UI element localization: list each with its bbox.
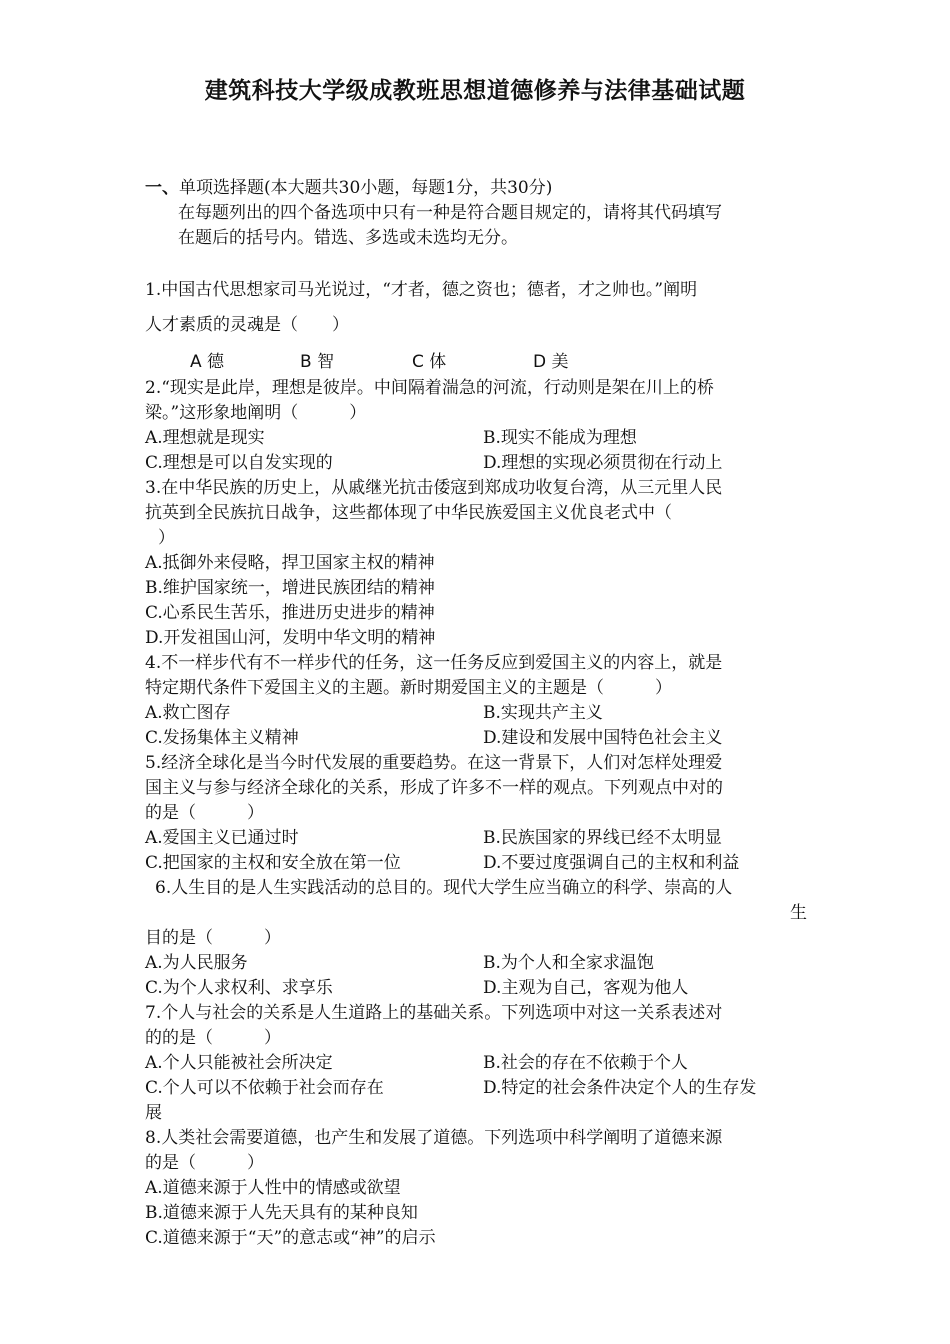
q3-option-b: B.维护国家统一，增进民族团结的精神 — [145, 578, 435, 598]
q1-stem-line1: 1.中国古代思想家司马光说过，“才者，德之资也；德者，才之帅也。”阐明 — [145, 280, 698, 300]
q3-stem-line3: ） — [158, 528, 175, 548]
q6-stem-line1-wrap: 生 — [790, 903, 807, 923]
q6-stem-line1: 6.人生目的是人生实践活动的总目的。现代大学生应当确立的科学、崇高的人 — [155, 878, 733, 898]
q6-option-c: C.为个人求权利、求享乐 — [145, 978, 333, 998]
q5-option-b: B.民族国家的界线已经不太明显 — [483, 828, 722, 848]
q8-option-b: B.道德来源于人先天具有的某种良知 — [145, 1203, 418, 1223]
q3-option-c: C.心系民生苦乐，推进历史进步的精神 — [145, 603, 435, 623]
q6-option-d: D.主观为自己，客观为他人 — [483, 978, 689, 998]
q6-stem-line2: 目的是（ ） — [145, 928, 281, 948]
q2-option-d: D.理想的实现必须贯彻在行动上 — [483, 453, 723, 473]
q5-option-d: D.不要过度强调自己的主权和利益 — [483, 853, 740, 873]
q2-stem-line1: 2.“现实是此岸，理想是彼岸。中间隔着湍急的河流，行动则是架在川上的桥 — [145, 378, 714, 398]
q2-option-b: B.现实不能成为理想 — [483, 428, 637, 448]
q7-option-d-wrap: 展 — [145, 1103, 162, 1123]
q7-option-a: A.个人只能被社会所决定 — [145, 1053, 333, 1073]
q5-option-a: A.爱国主义已通过时 — [145, 828, 299, 848]
q2-stem-line2: 梁。”这形象地阐明（ ） — [145, 403, 367, 423]
q1-option-c: C 体 — [412, 352, 447, 372]
q3-option-d: D.开发祖国山河，发明中华文明的精神 — [145, 628, 436, 648]
q5-stem-line2: 国主义与参与经济全球化的关系，形成了许多不一样的观点。下列观点中对的 — [145, 778, 723, 798]
q3-stem-line1: 3.在中华民族的历史上，从戚继光抗击倭寇到郑成功收复台湾，从三元里人民 — [145, 478, 723, 498]
exam-title: 建筑科技大学级成教班思想道德修养与法律基础试题 — [204, 78, 746, 104]
q7-option-b: B.社会的存在不依赖于个人 — [483, 1053, 688, 1073]
q4-stem-line1: 4.不一样步代有不一样步代的任务，这一任务反应到爱国主义的内容上，就是 — [145, 653, 723, 673]
q3-option-a: A.抵御外来侵略，捍卫国家主权的精神 — [145, 553, 435, 573]
q2-option-a: A.理想就是现实 — [145, 428, 265, 448]
q4-stem-line2: 特定期代条件下爱国主义的主题。新时期爱国主义的主题是（ ） — [145, 678, 672, 698]
section-heading — [145, 176, 805, 201]
q8-stem-line1: 8.人类社会需要道德，也产生和发展了道德。下列选项中科学阐明了道德来源 — [145, 1128, 723, 1148]
q8-option-a: A.道德来源于人性中的情感或欲望 — [145, 1178, 401, 1198]
q8-option-c: C.道德来源于“天”的意志或“神”的启示 — [145, 1228, 436, 1248]
section-heading-text: 单项选择题(本大题共30小题，每题1分，共30分) — [179, 178, 553, 198]
q1-option-a: A 德 — [190, 352, 225, 372]
q3-stem-line2: 抗英到全民族抗日战争，这些都体现了中华民族爱国主义优良老式中（ — [145, 503, 672, 523]
q4-option-d: D.建设和发展中国特色社会主义 — [483, 728, 723, 748]
q2-option-c: C.理想是可以自发实现的 — [145, 453, 333, 473]
q4-option-c: C.发扬集体主义精神 — [145, 728, 299, 748]
section-instruction-1: 在每题列出的四个备选项中只有一种是符合题目规定的，请将其代码填写 — [178, 203, 722, 223]
section-number: 一、 — [145, 178, 179, 198]
q5-option-c: C.把国家的主权和安全放在第一位 — [145, 853, 401, 873]
section-instruction-2: 在题后的括号内。错选、多选或未选均无分。 — [178, 228, 518, 248]
q5-stem-line1: 5.经济全球化是当今时代发展的重要趋势。在这一背景下，人们对怎样处理爱 — [145, 753, 723, 773]
q1-stem-line2: 人才素质的灵魂是（ ） — [145, 315, 349, 335]
q7-option-c: C.个人可以不依赖于社会而存在 — [145, 1078, 384, 1098]
q4-option-b: B.实现共产主义 — [483, 703, 603, 723]
q1-option-b: B 智 — [300, 352, 335, 372]
q6-option-a: A.为人民服务 — [145, 953, 248, 973]
q1-option-d: D 美 — [533, 352, 569, 372]
q7-stem-line1: 7.个人与社会的关系是人生道路上的基础关系。下列选项中对这一关系表述对 — [145, 1003, 723, 1023]
q4-option-a: A.救亡图存 — [145, 703, 231, 723]
q5-stem-line3: 的是（ ） — [145, 803, 264, 823]
q8-stem-line2: 的是（ ） — [145, 1153, 264, 1173]
q7-option-d: D.特定的社会条件决定个人的生存发 — [483, 1078, 757, 1098]
q7-stem-line2: 的的是（ ） — [145, 1028, 281, 1048]
q6-option-b: B.为个人和全家求温饱 — [483, 953, 654, 973]
